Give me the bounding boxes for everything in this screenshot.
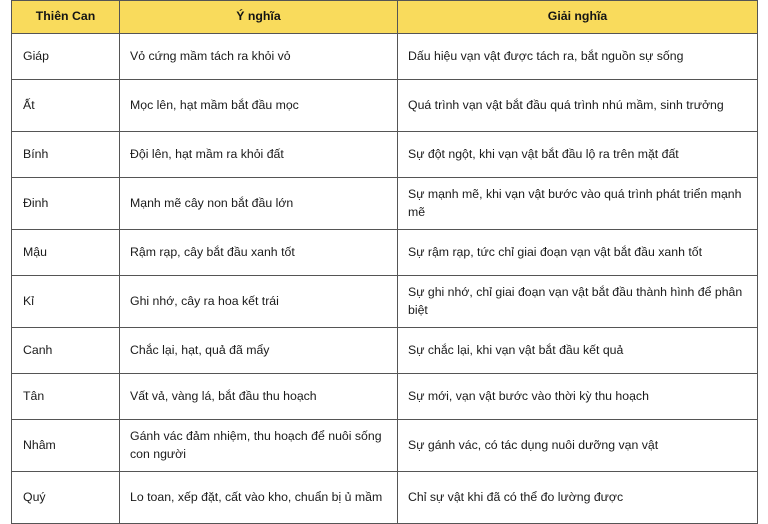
cell-thien-can: Đinh	[12, 178, 120, 230]
cell-y-nghia: Rậm rạp, cây bắt đầu xanh tốt	[120, 230, 398, 276]
cell-y-nghia: Ghi nhớ, cây ra hoa kết trái	[120, 276, 398, 328]
cell-thien-can: Nhâm	[12, 420, 120, 472]
cell-thien-can: Bính	[12, 132, 120, 178]
table-row	[12, 132, 758, 178]
table-header-row	[12, 1, 758, 34]
cell-y-nghia: Mạnh mẽ cây non bắt đầu lớn	[120, 178, 398, 230]
table-row	[12, 472, 758, 524]
cell-thien-can: Mậu	[12, 230, 120, 276]
table-row	[12, 230, 758, 276]
cell-giai-nghia: Sự ghi nhớ, chỉ giai đoạn vạn vật bắt đầu thành hình để phân biệt	[398, 276, 758, 328]
table-row	[12, 276, 758, 328]
cell-thien-can: Kỉ	[12, 276, 120, 328]
cell-y-nghia: Gánh vác đảm nhiệm, thu hoạch để nuôi sống con người	[120, 420, 398, 472]
cell-giai-nghia: Sự mạnh mẽ, khi vạn vật bước vào quá trình phát triển mạnh mẽ	[398, 178, 758, 230]
thien-can-table	[11, 0, 758, 524]
cell-giai-nghia: Quá trình vạn vật bắt đầu quá trình nhú mầm, sinh trưởng	[398, 80, 758, 132]
cell-giai-nghia: Sự mới, vạn vật bước vào thời kỳ thu hoạch	[398, 374, 758, 420]
table-row	[12, 374, 758, 420]
cell-giai-nghia: Chỉ sự vật khi đã có thể đo lường được	[398, 472, 758, 524]
table-row	[12, 178, 758, 230]
column-header-y-nghia: Ý nghĩa	[120, 1, 398, 34]
cell-y-nghia: Mọc lên, hạt mầm bắt đầu mọc	[120, 80, 398, 132]
table-row	[12, 80, 758, 132]
cell-y-nghia: Vỏ cứng mầm tách ra khỏi vỏ	[120, 34, 398, 80]
cell-y-nghia: Lo toan, xếp đặt, cất vào kho, chuẩn bị ủ mầm	[120, 472, 398, 524]
cell-y-nghia: Đội lên, hạt mầm ra khỏi đất	[120, 132, 398, 178]
column-header-giai-nghia: Giải nghĩa	[398, 1, 758, 34]
cell-y-nghia: Vất vả, vàng lá, bắt đầu thu hoạch	[120, 374, 398, 420]
column-header-thien-can: Thiên Can	[12, 1, 120, 34]
table-row	[12, 328, 758, 374]
cell-y-nghia: Chắc lại, hạt, quả đã mẩy	[120, 328, 398, 374]
table-body	[12, 34, 758, 524]
cell-thien-can: Giáp	[12, 34, 120, 80]
cell-giai-nghia: Sự chắc lại, khi vạn vật bắt đầu kết quả	[398, 328, 758, 374]
cell-thien-can: Tân	[12, 374, 120, 420]
table-row	[12, 420, 758, 472]
cell-giai-nghia: Dấu hiệu vạn vật được tách ra, bắt nguồn sự sống	[398, 34, 758, 80]
cell-giai-nghia: Sự rậm rạp, tức chỉ giai đoạn vạn vật bắt đầu xanh tốt	[398, 230, 758, 276]
cell-giai-nghia: Sự gánh vác, có tác dụng nuôi dưỡng vạn vật	[398, 420, 758, 472]
cell-thien-can: Ất	[12, 80, 120, 132]
table-header	[12, 1, 758, 34]
table-row	[12, 34, 758, 80]
cell-thien-can: Quý	[12, 472, 120, 524]
cell-giai-nghia: Sự đột ngột, khi vạn vật bắt đầu lộ ra trên mặt đất	[398, 132, 758, 178]
cell-thien-can: Canh	[12, 328, 120, 374]
